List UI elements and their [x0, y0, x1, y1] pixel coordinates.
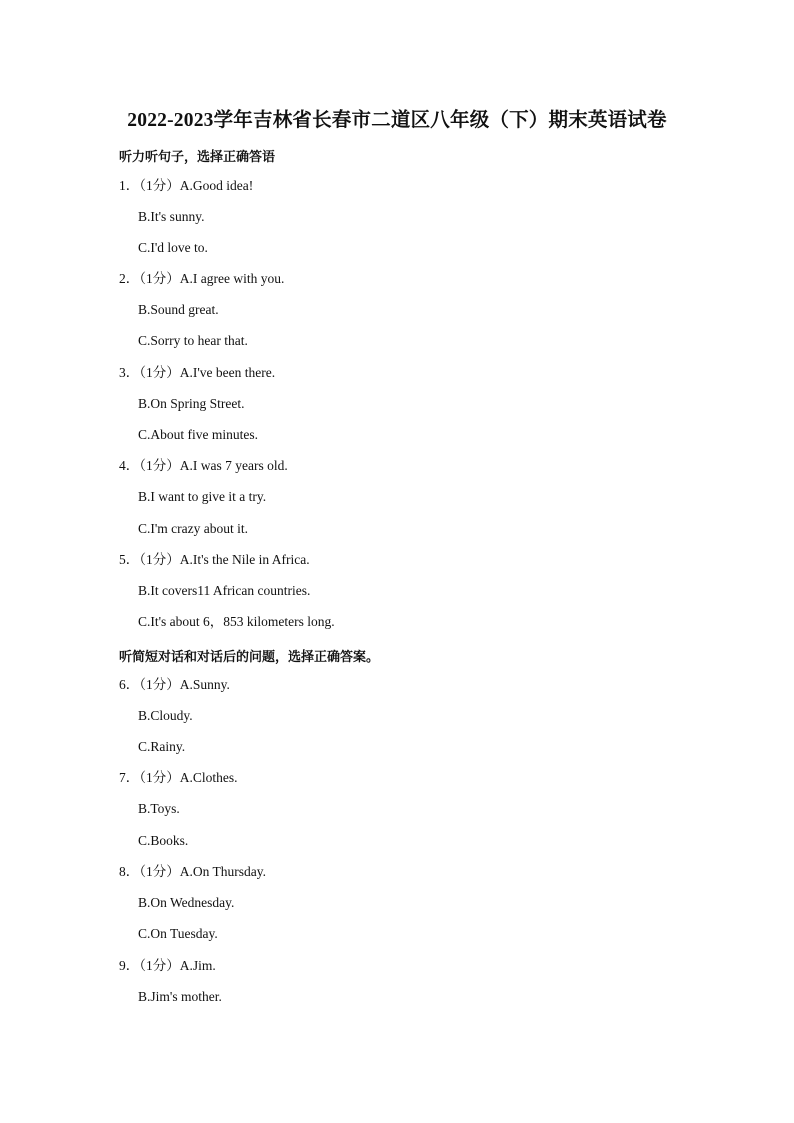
question-6-stem: 6．（1分）A.Sunny. — [119, 677, 230, 692]
question-7-stem: 7．（1分）A.Clothes. — [119, 770, 238, 785]
question-4-option-b: B.I want to give it a try. — [138, 489, 267, 504]
question-6-option-b: B.Cloudy. — [138, 708, 193, 723]
question-7-option-b: B.Toys. — [138, 801, 180, 816]
question-7-option-c: C.Books. — [138, 833, 189, 848]
question-9-option-b: B.Jim's mother. — [138, 989, 222, 1004]
question-1-stem: 1．（1分）A.Good idea! — [119, 178, 254, 193]
question-9-stem: 9．（1分）A.Jim. — [119, 958, 216, 973]
section-heading-dialogue-questions: 听简短对话和对话后的问题，选择正确答案。 — [119, 649, 380, 664]
question-5-option-b: B.It covers11 African countries. — [138, 583, 311, 598]
question-3-option-c: C.About five minutes. — [138, 427, 258, 442]
page-title: 2022-2023学年吉林省长春市二道区八年级（下）期末英语试卷 — [127, 110, 667, 131]
question-8-option-b: B.On Wednesday. — [138, 895, 235, 910]
question-1-option-c: C.I'd love to. — [138, 240, 208, 255]
question-6-option-c: C.Rainy. — [138, 739, 186, 754]
question-2-option-c: C.Sorry to hear that. — [138, 333, 248, 348]
question-4-stem: 4．（1分）A.I was 7 years old. — [119, 458, 288, 473]
question-5-stem: 5．（1分）A.It's the Nile in Africa. — [119, 552, 310, 567]
question-4-option-c: C.I'm crazy about it. — [138, 521, 249, 536]
question-1-option-b: B.It's sunny. — [138, 209, 205, 224]
question-2-stem: 2．（1分）A.I agree with you. — [119, 271, 285, 286]
question-8-stem: 8．（1分）A.On Thursday. — [119, 864, 266, 879]
question-8-option-c: C.On Tuesday. — [138, 926, 218, 941]
question-2-option-b: B.Sound great. — [138, 302, 219, 317]
question-3-stem: 3．（1分）A.I've been there. — [119, 365, 276, 380]
question-5-option-c: C.It's about 6，853 kilometers long. — [138, 614, 335, 629]
section-heading-sentence-response: 听力听句子，选择正确答语 — [119, 149, 276, 164]
question-3-option-b: B.On Spring Street. — [138, 396, 245, 411]
